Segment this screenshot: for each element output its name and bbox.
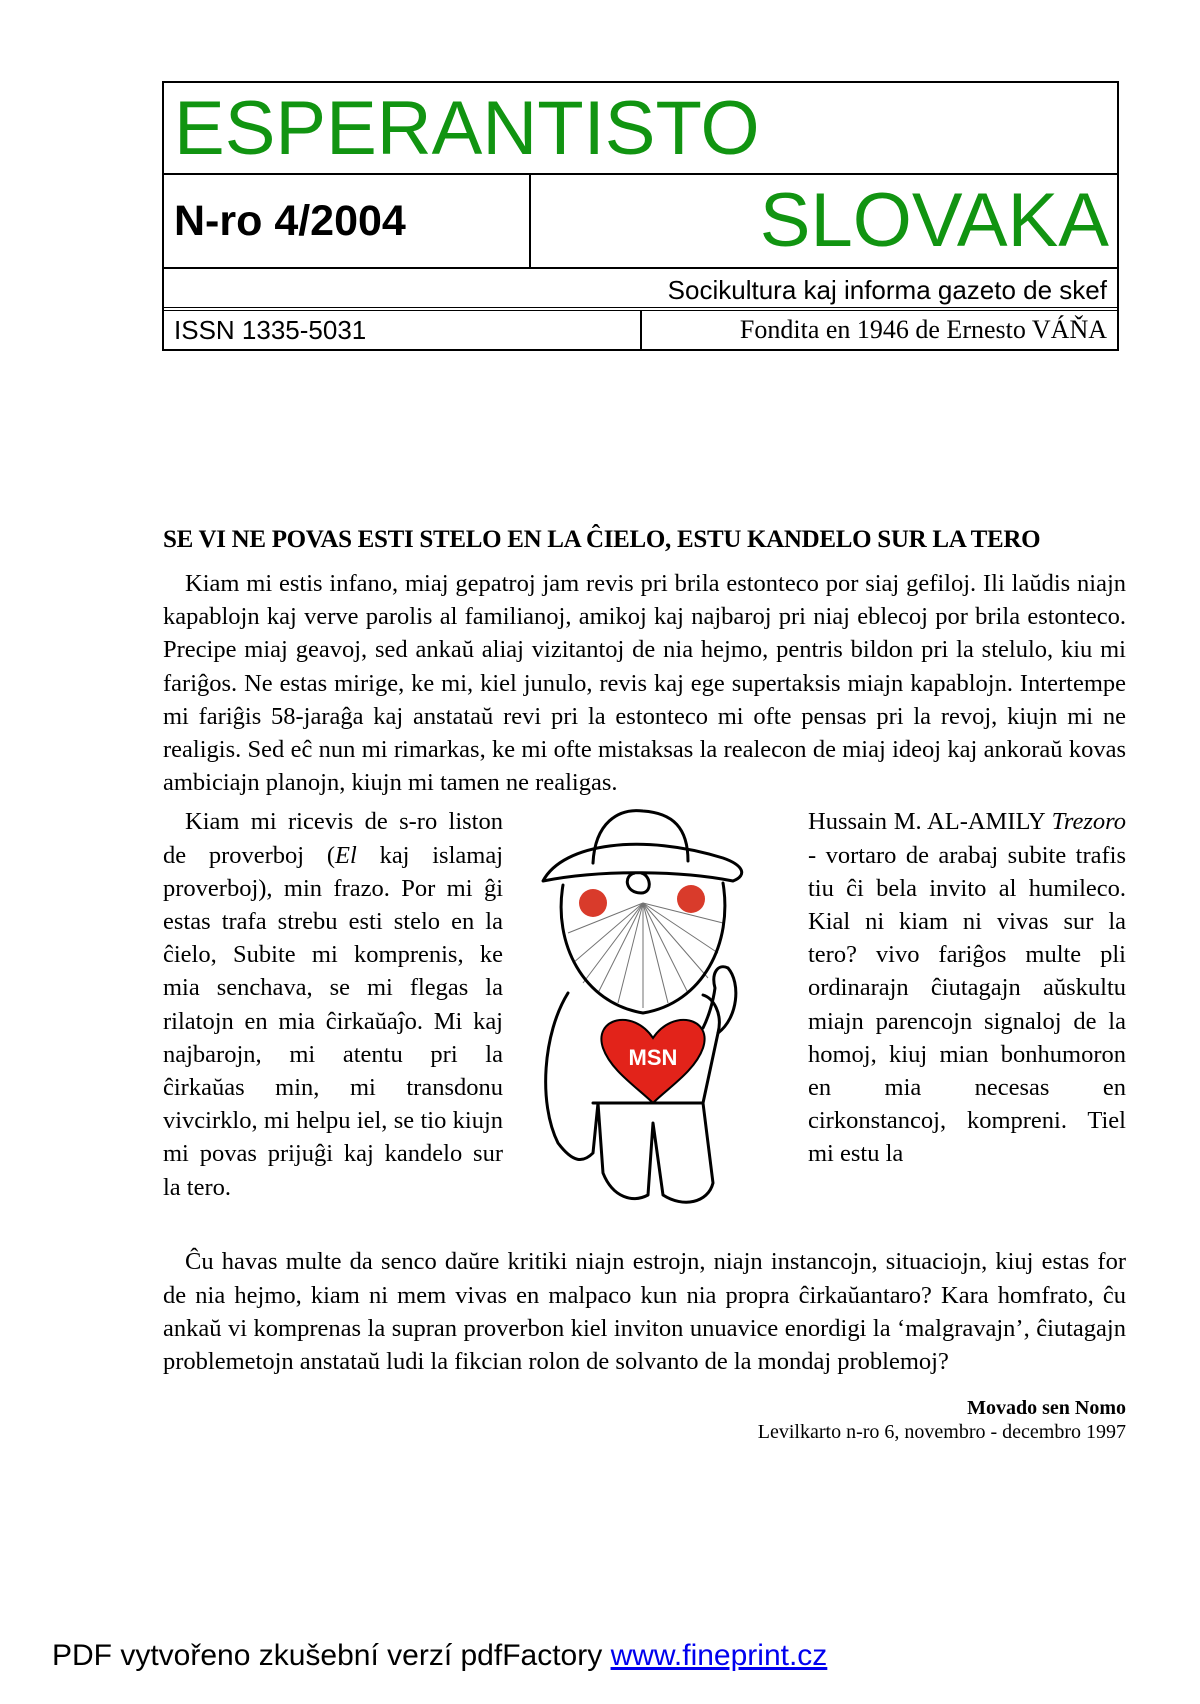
column-left [163,805,503,1203]
masthead-subtitle-row [164,269,1117,311]
book-title-part1: El [335,841,357,869]
column-right [808,805,1126,1170]
masthead-title-row [164,83,1117,175]
issue-number: N-ro 4/2004 [174,197,406,245]
masthead-issue-row [164,175,1117,269]
column-right-text-rest: - vortaro de arabaj subite trafis tiu ĉi bela invito al humileco. Kial ni kiam ni vivas sur la tero? vivo fariĝos multe pli ordinarajn ĉiutagajn aŭskultu miajn parencojn signaloj de la homoj, kiuj mian bonhumoron en mia necesas en cirkonstancoj, kompreni. Tiel mi estu la [808,841,1126,1168]
heart-label: MSN [628,1045,678,1071]
cartoon-figure [523,803,773,1223]
issn-cell [164,311,642,349]
column-left-text-b: kaj islamaj proverboj), min frazo. Por mi ĝi estas trafa strebu esti stelo en la ĉielo, Subite mi komprenis, ke mia senchava, se mi flegas la rilatojn en mia ĉirkaŭaĵo. Mi kaj najbarojn, mi atentu pri la ĉirkaŭas min, mi transdonu vivcirklo, mi helpu iel, se tio kiujn mi povas prijuĝi kaj kandelo sur la tero. [163,841,503,1201]
article [163,525,1126,1444]
founded-note: Fondita en 1946 de Ernesto VÁŇA [739,315,1107,344]
article-headline: SE VI NE POVAS ESTI STELO EN LA ĈIELO, ESTU KANDELO SUR LA TERO [163,526,1041,553]
footer-link[interactable]: www.fineprint.cz [610,1639,828,1672]
hat-brim [543,845,742,882]
article-source: Levilkarto n-ro 6, novembro - decembro 1997 [757,1421,1126,1444]
pdf-footer [52,1638,827,1674]
masthead-title-line2: SLOVAKA [759,178,1109,263]
masthead-meta-row [164,311,1117,349]
book-title-part2: Trezoro [1051,808,1126,836]
cheek-right [677,885,705,913]
column-left-text-a: Kiam mi ricevis de s-ro liston de proverboj ( [163,808,503,869]
masthead-title-line1: ESPERANTISTO [174,86,760,171]
article-paragraph-1: Kiam mi estis infano, miaj gepatroj jam revis pri brila estonteco por siaj gefiloj. Ili laŭdis niajn kapablojn kaj verve parolis al familianoj, amikoj kaj najbaroj pri niaj eblecoj por brila estonteco. Precipe miaj geavoj, sed ankaŭ aliaj vizitantoj de nia hejmo, pentris bildon pri la stelulo, kiu mi fariĝos. Ne estas mirige, ke mi, kiel junulo, revis kaj ege supertaksis miajn kapablojn. Intertempe mi fariĝis 58-jaraĝa kaj anstataŭ revi pri la estonteco mi ofte pensas pri la revoj, kiujn mi ne realigis. Sed eĉ nun mi rimarkas, ke mi ofte mistaksas la realecon de miaj ideoj kaj ankoraŭ kovas ambiciajn planojn, kiujn mi tamen ne realigas. [163,570,1126,797]
cheek-left [579,889,607,917]
column-left-text [163,805,503,1203]
masthead [162,81,1119,351]
issn: ISSN 1335-5031 [174,315,367,345]
nose [627,873,649,893]
masthead-subtitle: Socikultura kaj informa gazeto de skef [667,275,1107,305]
hat-crown [593,811,688,863]
article-paragraph-end: Ĉu havas multe da senco daŭre kritiki niajn estrojn, niajn instancojn, situaciojn, kiuj estas for de nia hejmo, kiam ni mem vivas en malpaco kun nia propra ĉirkaŭantaro? Kara homfrato, ĉu ankaŭ vi komprenas la supran proverbon kiel inviton unuavice enordigi la ‘malgravajn’, ĉiutagajn problemetojn anstataŭ ludi la fikcian rolon de solvanto de la mondaj problemoj? [163,1248,1126,1376]
article-signature: Movado sen Nomo [967,1397,1126,1420]
article-columns [163,805,1126,1245]
footer-text: PDF vytvořeno zkušební verzí pdfFactory [52,1639,603,1672]
issue-cell [164,175,531,267]
column-right-author: Hussain M. AL-AMILY [808,808,1045,836]
column-right-text [808,805,1126,1170]
